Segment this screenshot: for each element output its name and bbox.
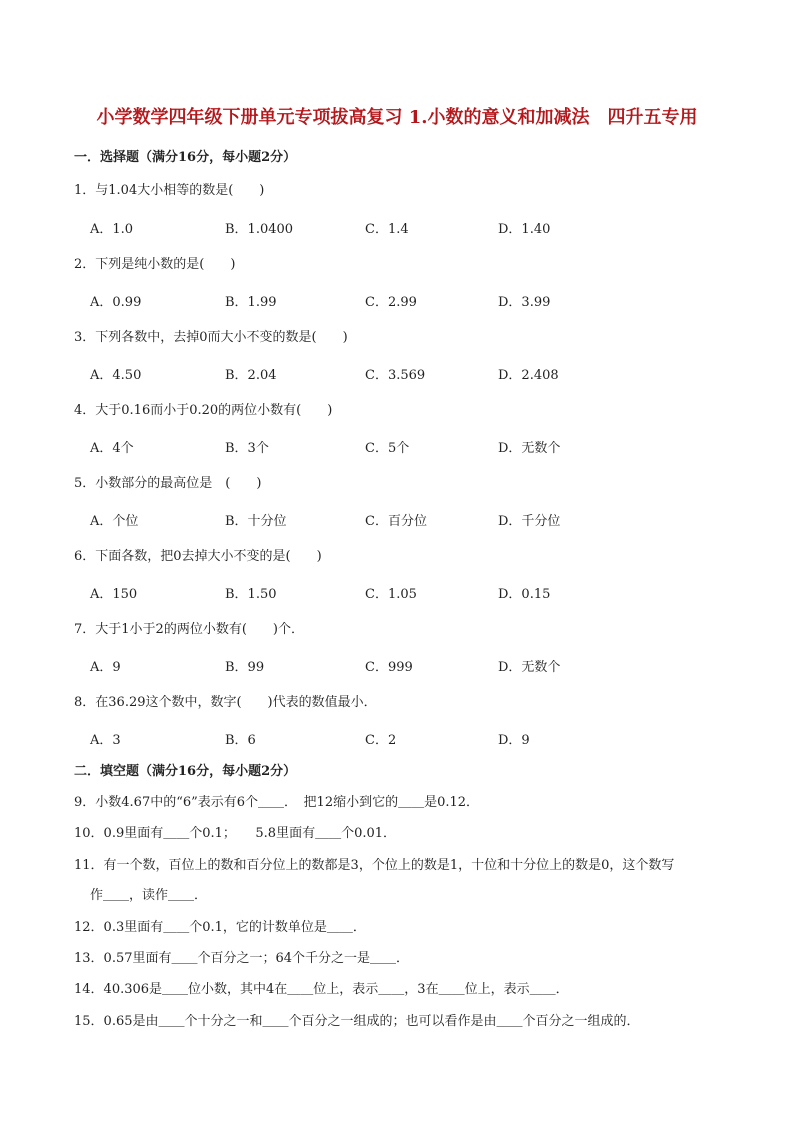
fill-question: 13．0.57里面有＿＿个百分之一；64个千分之一是＿＿．: [74, 951, 410, 966]
option-b: B．1.50: [225, 587, 277, 602]
option-a: A．3: [90, 733, 121, 748]
option-a: A．4.50: [90, 368, 142, 383]
question-stem: 3．下列各数中，去掉0而大小不变的数是( ): [74, 330, 348, 345]
fill-question-continuation: 作＿＿，读作＿＿．: [90, 888, 208, 903]
option-d: D．无数个: [498, 660, 561, 675]
option-b: B．2.04: [225, 368, 277, 383]
option-b: B．3个: [225, 441, 269, 456]
option-c: C．5个: [365, 441, 410, 456]
option-d: D．9: [498, 733, 530, 748]
option-a: A．个位: [90, 514, 139, 529]
option-c: C．1.4: [365, 222, 409, 237]
section-heading-fill: 二．填空题（满分16分，每小题2分）: [74, 764, 297, 779]
page-title: 小学数学四年级下册单元专项拔高复习 1.小数的意义和加减法 四升五专用: [96, 107, 698, 128]
fill-question: 14．40.306是＿＿位小数，其中4在＿＿位上，表示＿＿，3在＿＿位上，表示＿＿．: [74, 982, 569, 997]
option-b: B．99: [225, 660, 265, 675]
option-a: A．4个: [90, 441, 134, 456]
option-b: B．1.99: [225, 295, 277, 310]
option-c: C．3.569: [365, 368, 426, 383]
section-heading-choice: 一．选择题（满分16分，每小题2分）: [74, 150, 297, 165]
option-c: C．2: [365, 733, 397, 748]
fill-question: 12．0.3里面有＿＿个0.1，它的计数单位是＿＿．: [74, 920, 366, 935]
option-d: D．0.15: [498, 587, 551, 602]
fill-question: 9．小数4.67中的“6”表示有6个＿＿． 把12缩小到它的＿＿是0.12．: [74, 795, 480, 810]
option-d: D．千分位: [498, 514, 561, 529]
option-a: A．0.99: [90, 295, 142, 310]
option-d: D．2.408: [498, 368, 559, 383]
question-stem: 2．下列是纯小数的是( ): [74, 257, 236, 272]
question-stem: 6．下面各数，把0去掉大小不变的是( ): [74, 549, 322, 564]
question-stem: 4．大于0.16而小于0.20的两位小数有( ): [74, 403, 333, 418]
option-a: A．9: [90, 660, 121, 675]
question-stem: 8．在36.29这个数中，数字( )代表的数值最小．: [74, 695, 377, 710]
option-a: A．1.0: [90, 222, 134, 237]
option-c: C．1.05: [365, 587, 417, 602]
question-stem: 1．与1.04大小相等的数是( ): [74, 183, 265, 198]
option-c: C．999: [365, 660, 413, 675]
option-d: D．3.99: [498, 295, 551, 310]
option-d: D．1.40: [498, 222, 551, 237]
option-c: C．2.99: [365, 295, 417, 310]
option-b: B．6: [225, 733, 256, 748]
option-b: B．1.0400: [225, 222, 294, 237]
question-stem: 7．大于1小于2的两位小数有( )个．: [74, 622, 304, 637]
option-c: C．百分位: [365, 514, 427, 529]
fill-question: 15．0.65是由＿＿个十分之一和＿＿个百分之一组成的；也可以看作是由＿＿个百分之一组成的．: [74, 1014, 640, 1029]
option-b: B．十分位: [225, 514, 287, 529]
option-a: A．150: [90, 587, 138, 602]
question-stem: 5．小数部分的最高位是 ( ): [74, 476, 262, 491]
fill-question: 11．有一个数，百位上的数和百分位上的数都是3，个位上的数是1，十位和十分位上的数是0，这个数写: [74, 858, 675, 873]
fill-question: 10．0.9里面有＿＿个0.1； 5.8里面有＿＿个0.01．: [74, 826, 397, 841]
option-d: D．无数个: [498, 441, 561, 456]
